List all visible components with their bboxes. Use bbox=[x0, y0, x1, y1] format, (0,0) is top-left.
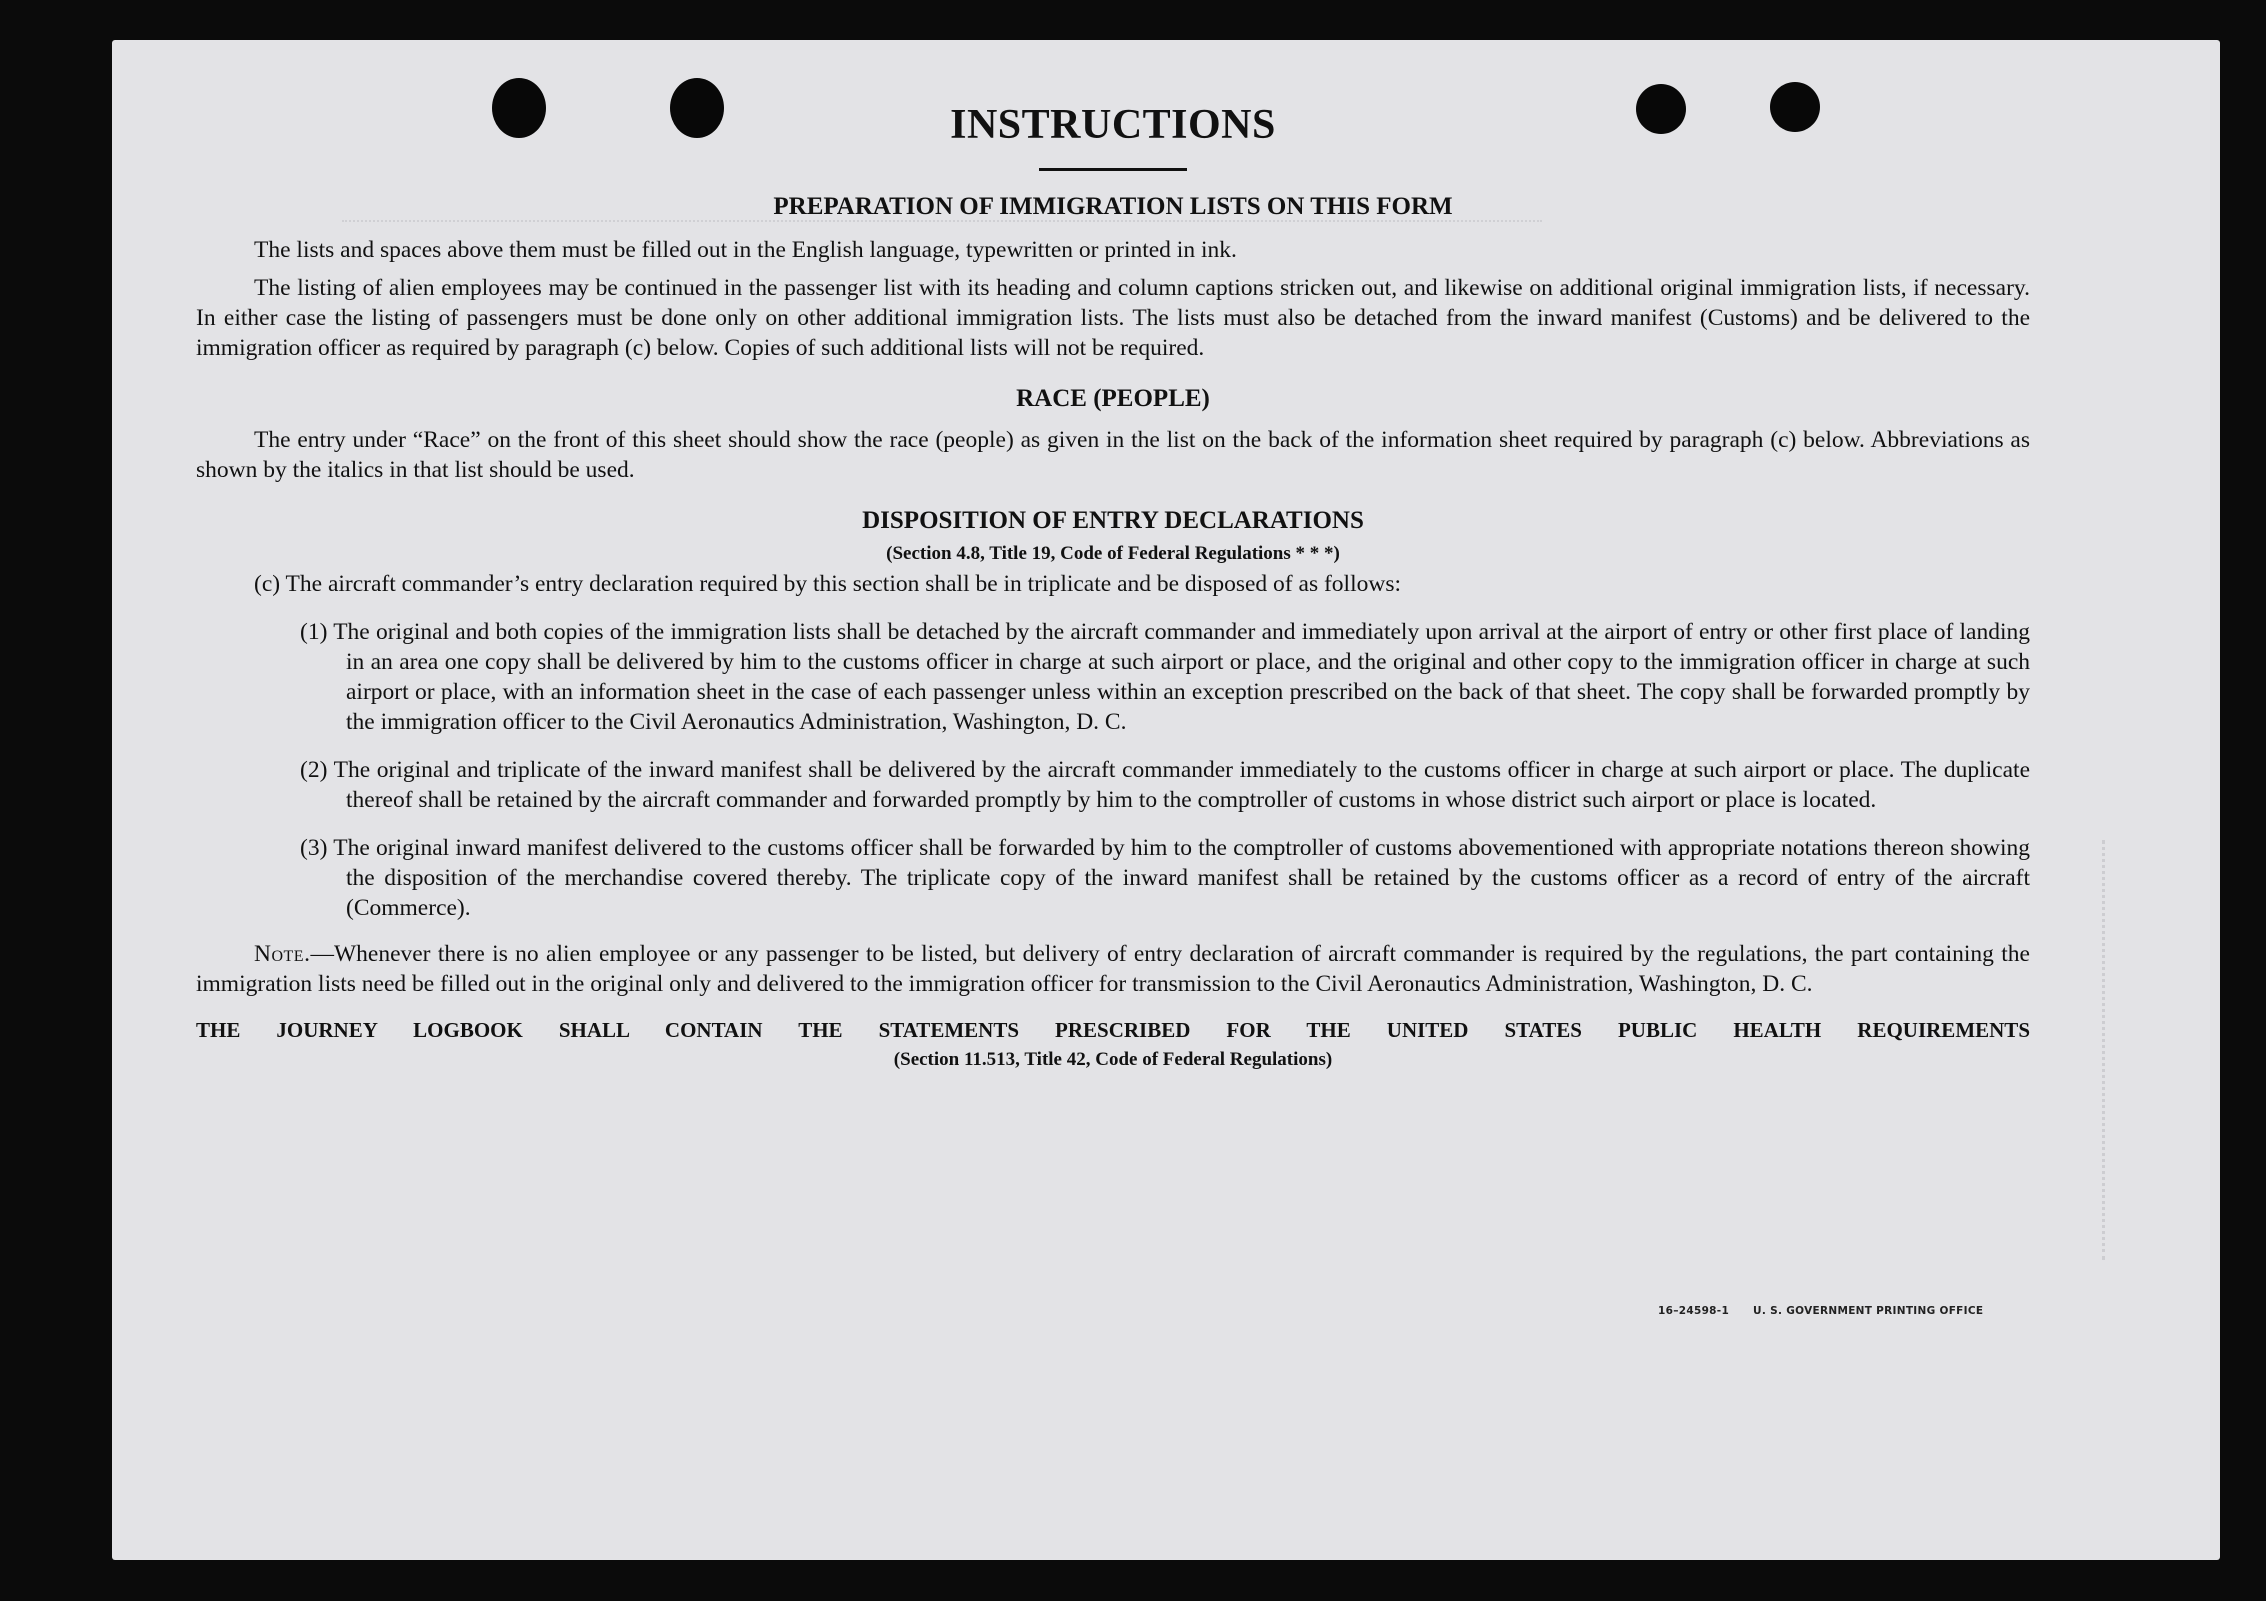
disposition-heading: DISPOSITION OF ENTRY DECLARATIONS bbox=[862, 507, 1364, 534]
disposition-item-1: (1) The original and both copies of the immigration lists shall be detached by the aircraft commander and immediately upon arrival at the airport of entry or other first place of landing in an area one copy shall be delivered by him to the customs officer in charge at such airport or place, and the original and other copy to the immigration officer in charge at such airport or place, with an information sheet in the case of each passenger unless within an exception prescribed on the back of that sheet. The copy shall be forwarded promptly by the immigration officer to the Civil Aeronautics Administration, Washington, D. C. bbox=[300, 619, 2030, 735]
disposition-item-3: (3) The original inward manifest delivered to the customs officer shall be forwarded by him to the comptroller of customs abovementioned with appropriate notations thereon showing the disposition of the merchandise covered thereby. The triplicate copy of the inward manifest shall be retained by the customs officer as a record of entry of the aircraft (Commerce). bbox=[300, 835, 2030, 921]
note-label: Note. bbox=[254, 941, 311, 967]
preparation-paragraph-2: The listing of alien employees may be continued in the passenger list with its heading and column captions stricken out, and likewise on additional original immigration lists, if necessary. In either case the listing of passengers must be done only on other additional immigration lists. The lists must also be detached from the inward manifest (Customs) and be delivered to the immigration officer as required by paragraph (c) below. Copies of such additional lists will not be required. bbox=[196, 275, 2030, 361]
race-paragraph: The entry under “Race” on the front of this sheet should show the race (people) as given in the list on the back of the information sheet required by paragraph (c) below. Abbreviations as shown by the italics in that list should be used. bbox=[196, 427, 2030, 483]
disposition-intro: (c) The aircraft commander’s entry declaration required by this section shall be in triplicate and be disposed of as follows: bbox=[254, 571, 1401, 597]
race-heading: RACE (PEOPLE) bbox=[1016, 385, 1210, 412]
logbook-statement: THE JOURNEY LOGBOOK SHALL CONTAIN THE STATEMENTS PRESCRIBED FOR THE UNITED STATES PUBLIC HEALTH REQUIREMENTS bbox=[196, 1018, 2030, 1042]
logbook-citation: (Section 11.513, Title 42, Code of Federal Regulations) bbox=[893, 1049, 1333, 1070]
disposition-citation: (Section 4.8, Title 19, Code of Federal Regulations * * *) bbox=[886, 543, 1340, 564]
preparation-heading: PREPARATION OF IMMIGRATION LISTS ON THIS FORM bbox=[773, 193, 1453, 220]
instructions-body bbox=[196, 96, 2030, 1075]
printer-imprint bbox=[1658, 1305, 1983, 1317]
bleed-through-mark bbox=[2102, 840, 2195, 1260]
printing-office: U. S. GOVERNMENT PRINTING OFFICE bbox=[1753, 1305, 1984, 1317]
preparation-paragraph-1: The lists and spaces above them must be filled out in the English language, typewritten or printed in ink. bbox=[254, 237, 1237, 263]
disposition-item-2: (2) The original and triplicate of the inward manifest shall be delivered by the aircraft commander immediately to the customs officer in charge at such airport or place. The duplicate thereof shall be retained by the aircraft commander and forwarded promptly by him to the comptroller of customs in whose district such airport or place is located. bbox=[300, 757, 2030, 813]
note-text: —Whenever there is no alien employee or any passenger to be listed, but delivery of entry declaration of aircraft commander is required by the regulations, the part containing the immigration lists need be filled out in the original only and delivered to the immigration officer for transmission to the Civil Aeronautics Administration, Washington, D. C. bbox=[196, 941, 2030, 997]
note-paragraph bbox=[196, 939, 2030, 999]
form-code: 16–24598-1 bbox=[1658, 1305, 1730, 1317]
page-title: INSTRUCTIONS bbox=[950, 102, 1276, 148]
